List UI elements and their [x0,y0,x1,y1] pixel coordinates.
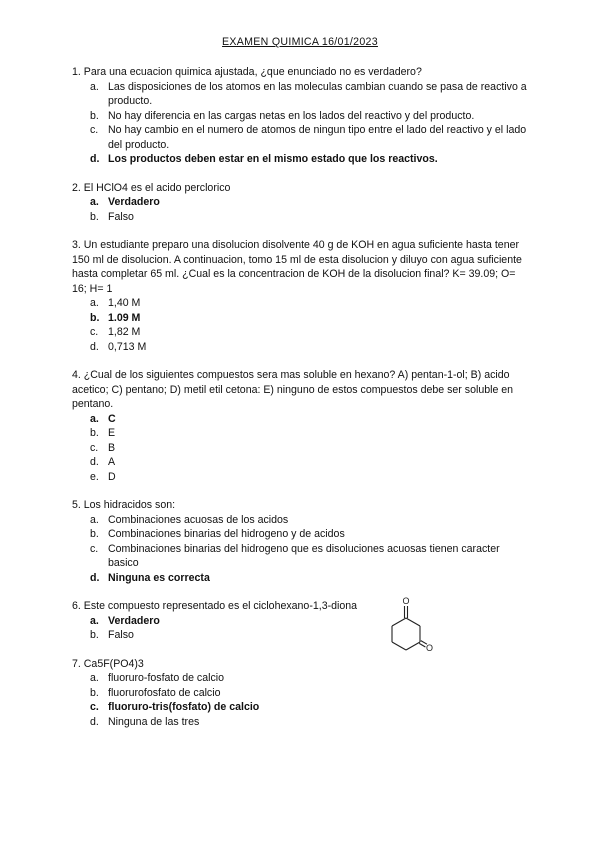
option-b-correct [72,311,532,326]
question-text: 7. Ca5F(PO4)3 [72,657,144,670]
option-text: fluoruro-tris(fosfato) de calcio [108,701,260,713]
option-text: 0,713 M [108,340,147,353]
options-list [72,80,532,167]
option-b [72,109,532,124]
question-1 [72,65,532,167]
option-d [72,715,532,730]
exam-title: EXAMEN QUIMICA 16/01/2023 [222,36,378,48]
option-label: b. [90,528,99,540]
question-4 [72,368,532,484]
option-c [72,441,532,456]
option-text: Verdadero [108,196,160,208]
option-label: d. [90,153,100,165]
ring-bond [406,642,420,650]
option-label: a. [90,513,99,526]
options-list [72,671,532,729]
option-text: D [108,470,116,483]
option-label: a. [90,672,99,684]
question-2 [72,181,532,225]
questions-container [72,65,532,743]
option-text: Las disposiciones de los atomos en las moleculas cambian cuando se pasa de reactivo a producto. [108,80,527,107]
option-d [72,455,532,470]
option-text: Combinaciones acuosas de los acidos [108,513,289,526]
option-text: Falso [108,210,134,223]
option-label: b. [90,210,99,223]
cyclohexane-dione-structure [382,598,432,660]
option-c [72,123,532,152]
ring-bond [392,642,406,650]
option-text: Falso [108,629,134,641]
option-text: 1.09 M [108,311,141,324]
option-label: c. [90,542,99,555]
option-a [72,671,532,686]
question-3 [72,238,532,354]
option-label: c. [90,124,99,136]
options-list [72,296,532,354]
option-text: A [108,456,116,468]
option-label: d. [90,340,99,353]
option-d-correct [72,571,532,586]
ring-bond [406,618,420,626]
option-c [72,325,532,340]
option-label: b. [90,109,99,122]
question-text: 5. Los hidracidos son: [72,499,176,511]
option-label: b. [90,629,99,641]
option-label: a. [90,80,99,93]
option-a-correct [72,412,532,427]
option-label: c. [90,701,99,713]
option-text: Ninguna de las tres [108,715,200,728]
option-label: b. [90,311,100,324]
option-b [72,210,532,225]
option-text: fluorurofosfato de calcio [108,686,221,699]
option-c [72,542,532,571]
question-text: 4. ¿Cual de los siguientes compuestos sera mas soluble en hexano? A) pentan-1-ol; B) acido acetico; C) pentano; D) metil etil cetona: E) ninguno de estos compuestos debe ser soluble en pentano. [72,369,514,410]
oxygen-label-bottom: O [425,643,434,653]
options-list [72,412,532,485]
option-label: c. [90,441,99,454]
option-text: Ninguna es correcta [108,571,210,584]
option-label: e. [90,470,99,483]
option-label: a. [90,412,99,425]
question-5 [72,498,532,585]
molecule-ring [392,606,427,650]
option-d [72,340,532,355]
option-label: a. [90,614,99,627]
option-text: 1,82 M [108,326,141,338]
option-text: No hay cambio en el numero de atomos de ningun tipo entre el lado del reactivo y el lado del producto. [108,124,527,151]
options-list [72,195,532,224]
option-label: b. [90,686,99,699]
option-text: 1,40 M [108,297,141,309]
option-a [72,80,532,109]
option-c-correct [72,700,532,715]
question-text: 2. El HClO4 es el acido perclorico [72,181,231,194]
question-6 [72,599,532,643]
option-a-correct [72,614,532,629]
option-label: c. [90,326,99,338]
option-a [72,513,532,528]
option-b [72,628,532,643]
carbonyl-bond-bottom [419,643,425,647]
option-e [72,470,532,485]
options-list [72,513,532,586]
option-a-correct [72,195,532,210]
option-label: d. [90,456,99,468]
option-label: d. [90,571,100,584]
option-text: Combinaciones binarias del hidrogeno y de acidos [108,528,345,540]
question-text: 1. Para una ecuacion quimica ajustada, ¿que enunciado no es verdadero? [72,66,422,78]
option-text: Verdadero [108,614,160,627]
option-b [72,426,532,441]
option-b [72,686,532,701]
option-text: Los productos deben estar en el mismo estado que los reactivos. [108,153,438,165]
option-text: E [108,427,116,439]
option-label: d. [90,715,99,728]
option-label: a. [90,196,99,208]
option-text: fluoruro-fosfato de calcio [108,672,225,684]
question-text: 6. Este compuesto representado es el ciclohexano-1,3-diona [72,600,358,612]
option-text: Combinaciones binarias del hidrogeno que es disoluciones acuosas tienen caracter basico [108,542,500,569]
option-text: C [108,412,116,425]
option-d-correct [72,152,532,167]
option-text: B [108,441,116,454]
option-text: No hay diferencia en las cargas netas en los lados del reactivo y del producto. [108,109,475,122]
ring-bond [392,618,406,626]
option-a [72,296,532,311]
options-list [72,614,532,643]
question-7 [72,657,532,730]
option-label: b. [90,427,99,439]
option-label: a. [90,297,99,309]
question-text: 3. Un estudiante preparo una disolucion disolvente 40 g de KOH en agua suficiente hasta tener 150 ml de disolucion. A continuacion, tomo 15 ml de esta disolucion y diluyo con agua suficiente hasta completar 65 ml. ¿Cual es la concentracion de KOH de la disolucion final? K= 39.09; O= 16; H= 1 [72,239,522,295]
option-b [72,527,532,542]
oxygen-label-top: O [402,596,410,606]
